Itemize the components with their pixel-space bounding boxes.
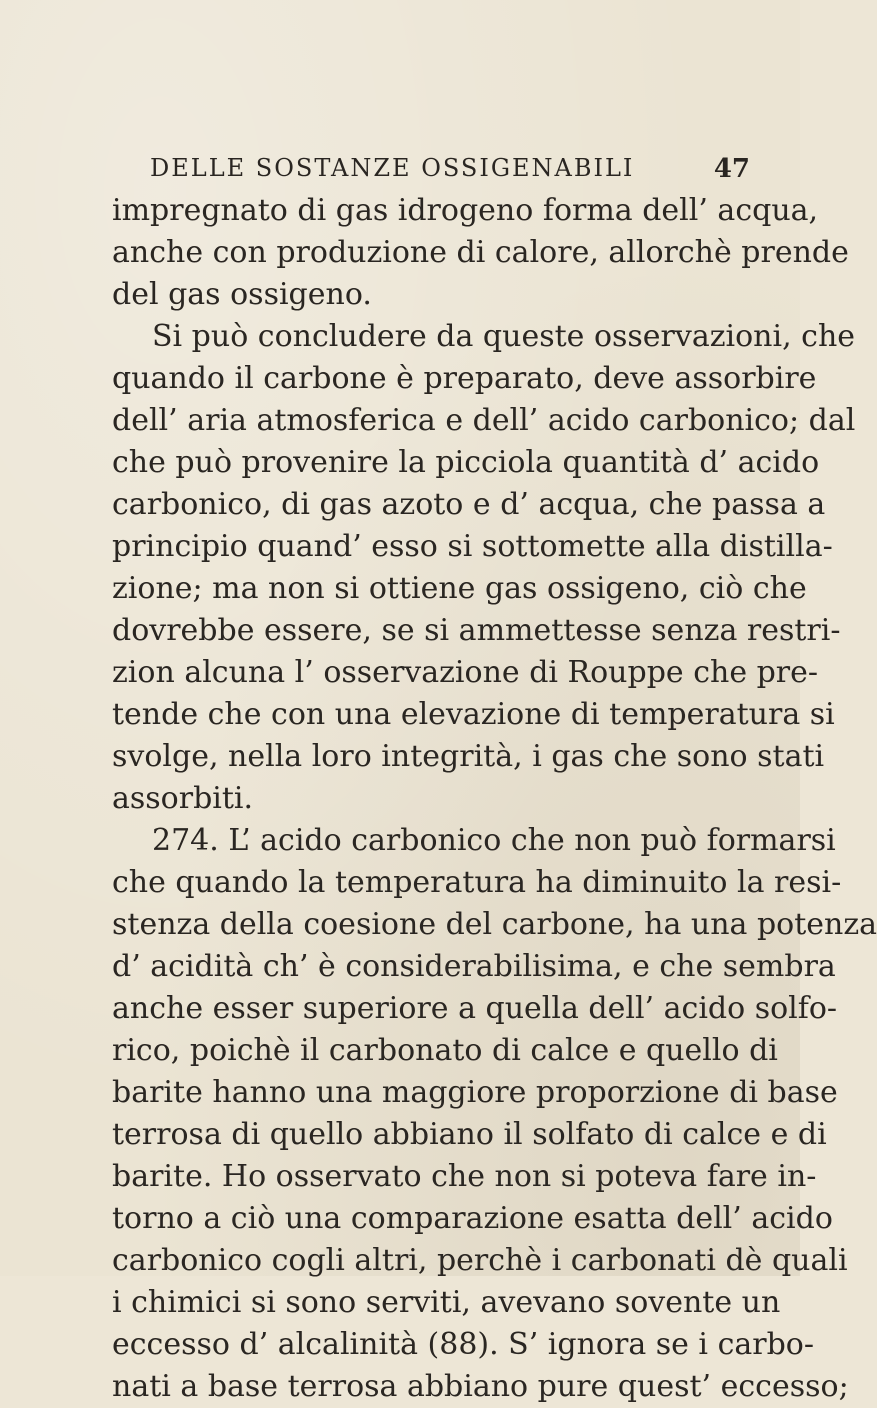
text-line: i chimici si sono serviti, avevano sovente un: [112, 1285, 781, 1320]
text-line: dell’ aria atmosferica e dell’ acido carbonico; dal: [112, 403, 856, 438]
body-text: [112, 190, 877, 1408]
text-line: anche con produzione di calore, allorchè prende: [112, 235, 849, 270]
section-start-line: 274. L’ acido carbonico che non può formarsi: [152, 823, 836, 858]
text-line: zione; ma non si ottiene gas ossigeno, ciò che: [112, 571, 807, 606]
text-line: assorbiti.: [112, 781, 254, 816]
text-line: che può provenire la picciola quantità d’ acido: [112, 445, 820, 480]
text-line: svolge, nella loro integrità, i gas che sono stati: [112, 739, 825, 774]
text-line: nati a base terrosa abbiano pure quest’ eccesso;: [112, 1369, 849, 1404]
text-line: stenza della coesione del carbone, ha una potenza: [112, 907, 877, 942]
text-line: quando il carbone è preparato, deve assorbire: [112, 361, 817, 396]
text-line: d’ acidità ch’ è considerabilisima, e che sembra: [112, 949, 836, 984]
running-title: DELLE SOSTANZE OSSIGENABILI: [150, 154, 635, 182]
page-number: 47: [713, 154, 750, 184]
text-line: eccesso d’ alcalinità (88). S’ ignora se i carbo-: [112, 1327, 814, 1362]
text-line: torno a ciò una comparazione esatta dell’ acido: [112, 1201, 833, 1236]
text-line: Si può concludere da queste osservazioni, che: [152, 319, 856, 354]
text-line: carbonico, di gas azoto e d’ acqua, che passa a: [112, 487, 826, 522]
running-head: [150, 154, 750, 186]
text-line: principio quand’ esso si sottomette alla distilla-: [112, 529, 833, 564]
text-line: tende che con una elevazione di temperatura si: [112, 697, 835, 732]
text-line: terrosa di quello abbiano il solfato di calce e di: [112, 1117, 827, 1152]
text-line: rico, poichè il carbonato di calce e quello di: [112, 1033, 778, 1068]
text-line: impregnato di gas idrogeno forma dell’ acqua,: [112, 193, 819, 228]
text-line: dovrebbe essere, se si ammettesse senza restri-: [112, 613, 841, 648]
text-line: anche esser superiore a quella dell’ acido solfo-: [112, 991, 838, 1026]
text-line: barite hanno una maggiore proporzione di base: [112, 1075, 838, 1110]
text-line: zion alcuna l’ osservazione di Rouppe che pre-: [112, 655, 819, 690]
text-line: del gas ossigeno.: [112, 277, 372, 312]
text-line: che quando la temperatura ha diminuito la resi-: [112, 865, 842, 900]
text-line: carbonico cogli altri, perchè i carbonati dè quali: [112, 1243, 848, 1278]
text-line: barite. Ho osservato che non si poteva fare in-: [112, 1159, 817, 1194]
